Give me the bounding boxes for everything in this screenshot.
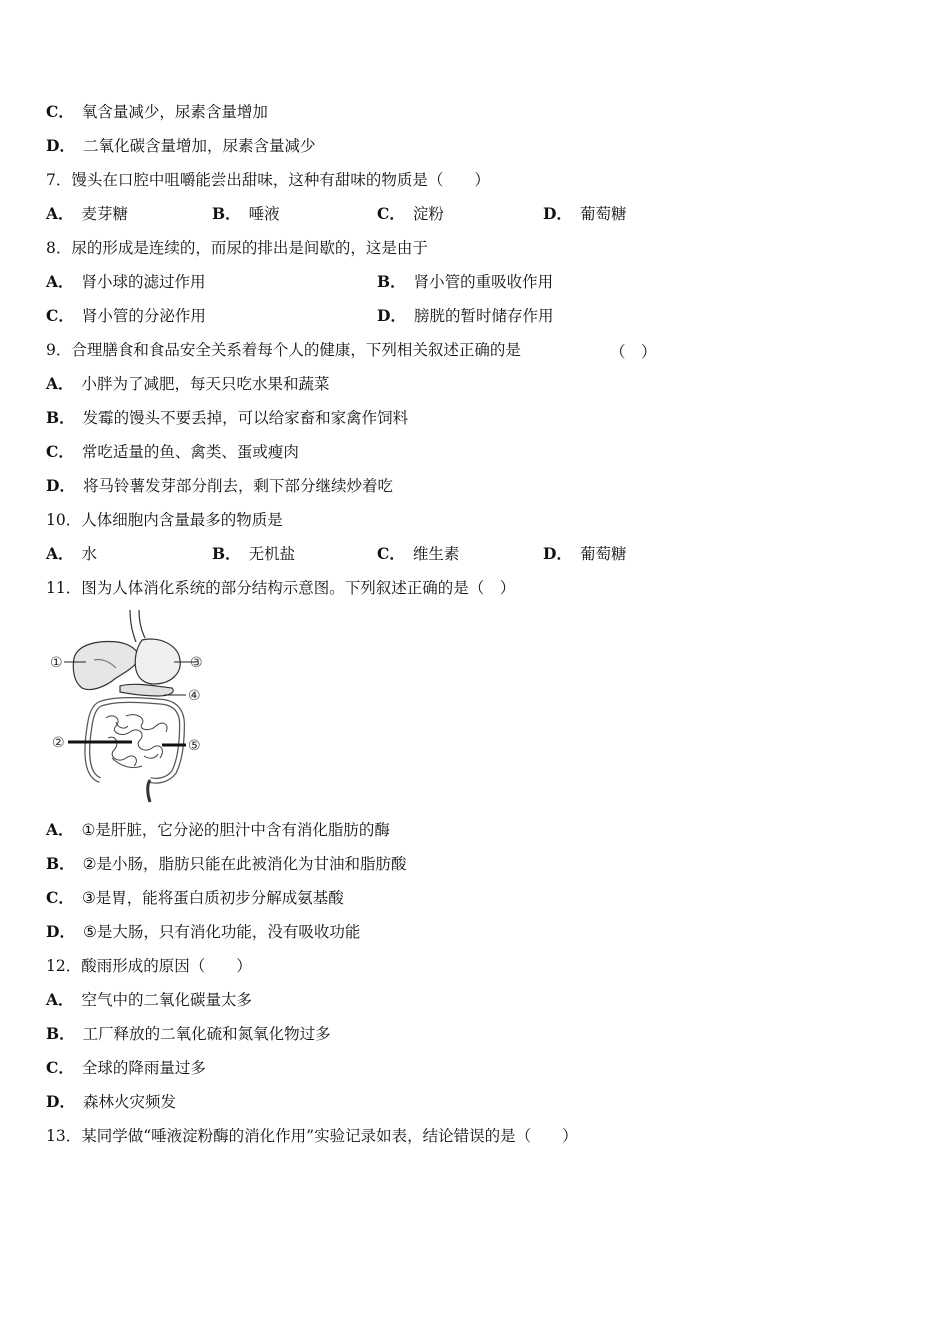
q7-option-b: B． 唾液 — [212, 204, 280, 223]
q12-stem: 12．酸雨形成的原因（ ） — [46, 957, 252, 975]
figure-label-1: ① — [50, 655, 63, 671]
q11-option-c: C． ③是胃，能将蛋白质初步分解成氨基酸 — [46, 888, 344, 907]
q11-option-b: B． ②是小肠，脂肪只能在此被消化为甘油和脂肪酸 — [46, 854, 407, 873]
figure-label-5: ⑤ — [188, 738, 201, 754]
q8-option-c: C． 肾小管的分泌作用 — [46, 306, 206, 325]
figure-label-2: ② — [52, 735, 65, 751]
q9-answer-paren: （ ） — [610, 343, 657, 361]
q11-option-d: D． ⑤是大肠，只有消化功能，没有吸收功能 — [46, 922, 361, 941]
q9-option-d: D． 将马铃薯发芽部分削去，剩下部分继续炒着吃 — [46, 476, 393, 495]
q6-option-d: D． 二氧化碳含量增加，尿素含量减少 — [46, 136, 316, 155]
q7-option-c: C． 淀粉 — [377, 204, 444, 223]
q7-stem: 7．馒头在口腔中咀嚼能尝出甜味，这种有甜味的物质是（ ） — [46, 171, 490, 189]
liver-shape — [73, 642, 140, 690]
q9-option-a: A． 小胖为了减肥，每天只吃水果和蔬菜 — [46, 374, 330, 393]
q11-stem: 11．图为人体消化系统的部分结构示意图。下列叙述正确的是（ ） — [46, 579, 516, 597]
q7-option-a: A． 麦芽糖 — [46, 204, 129, 223]
q9-stem: 9．合理膳食和食品安全关系着每个人的健康，下列相关叙述正确的是 — [46, 341, 521, 359]
q12-option-c: C． 全球的降雨量过多 — [46, 1058, 206, 1077]
q10-option-b: B． 无机盐 — [212, 544, 296, 563]
q10-option-a: A． 水 — [46, 544, 98, 563]
large-intestine-shape — [87, 700, 182, 781]
q11-option-a: A． ①是肝脏，它分泌的胆汁中含有消化脂肪的酶 — [46, 820, 390, 839]
q10-option-d: D． 葡萄糖 — [543, 544, 627, 563]
q7-option-d: D． 葡萄糖 — [543, 204, 627, 223]
q8-option-d: D． 膀胱的暂时储存作用 — [377, 306, 554, 325]
q10-stem: 10．人体细胞内含量最多的物质是 — [46, 511, 283, 529]
q9-option-c: C． 常吃适量的鱼、禽类、蛋或瘦肉 — [46, 442, 299, 461]
figure-label-4: ④ — [188, 688, 201, 704]
q8-stem: 8．尿的形成是连续的，而尿的排出是间歇的，这是由于 — [46, 239, 428, 257]
q6-option-c: C． 氧含量减少，尿素含量增加 — [46, 102, 268, 121]
stomach-shape — [135, 639, 180, 684]
q13-stem: 13．某同学做“唾液淀粉酶的消化作用”实验记录如表，结论错误的是（ ） — [46, 1127, 578, 1145]
figure-label-3: ③ — [190, 655, 203, 671]
q12-option-d: D． 森林火灾频发 — [46, 1092, 176, 1111]
q8-option-a: A． 肾小球的滤过作用 — [46, 272, 206, 291]
q12-option-a: A． 空气中的二氧化碳量太多 — [46, 990, 253, 1009]
q9-option-b: B． 发霉的馒头不要丢掉，可以给家畜和家禽作饲料 — [46, 408, 409, 427]
digestive-system-figure — [46, 608, 216, 804]
q8-option-b: B． 肾小管的重吸收作用 — [377, 272, 554, 291]
q10-option-c: C． 维生素 — [377, 544, 460, 563]
q12-option-b: B． 工厂释放的二氧化硫和氮氧化物过多 — [46, 1024, 331, 1043]
